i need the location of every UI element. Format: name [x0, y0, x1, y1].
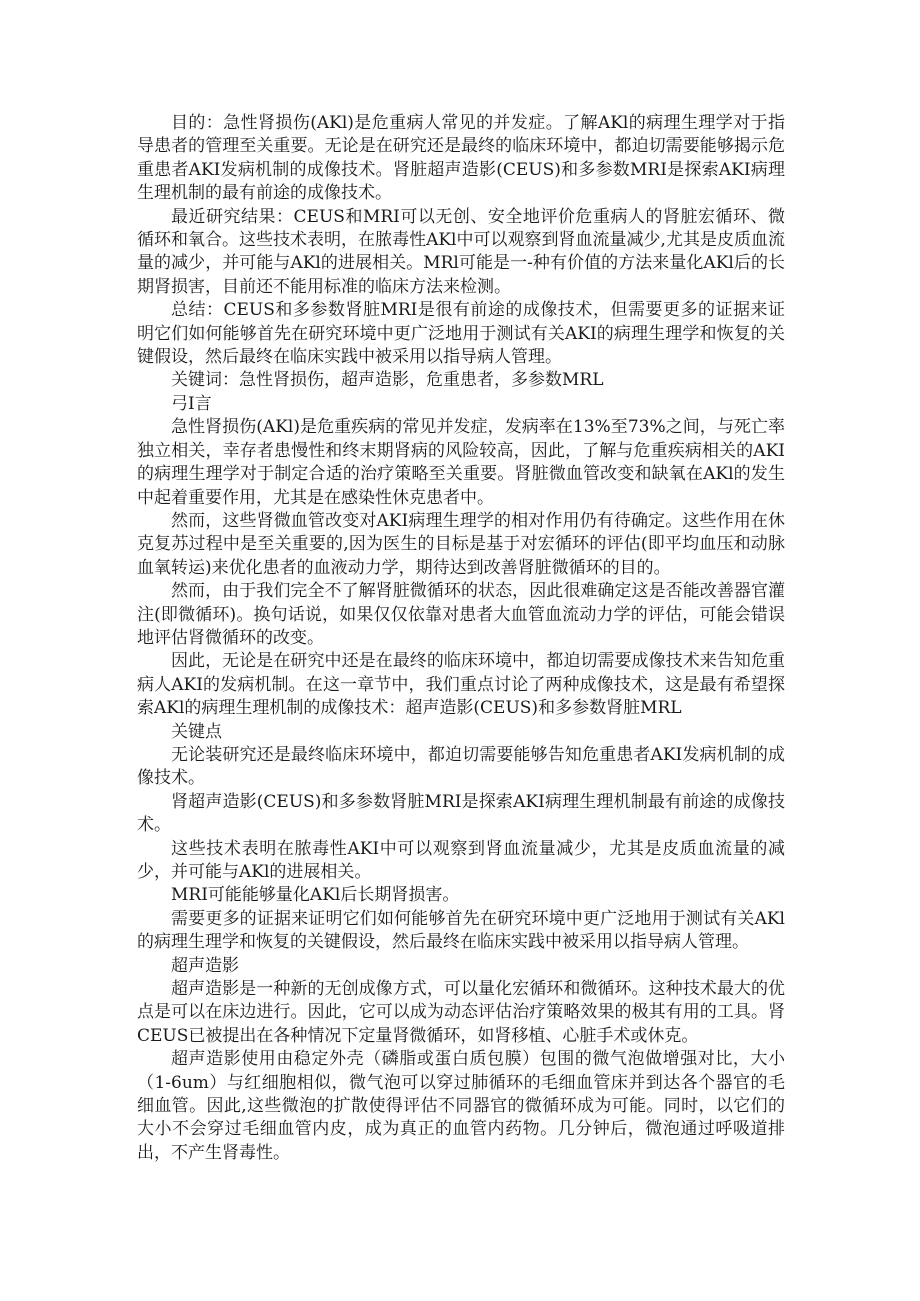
paragraph-intro-3: 然而，由于我们完全不了解肾脏微循环的状态，因此很难确定这是否能改善器官灌注(即微循环)。换句话说，如果仅仅依靠对患者大血管血流动力学的评估，可能会错误地评估肾微循环的改变。 — [137, 581, 785, 648]
paragraph-summary: 总结：CEUS和多参数肾脏MRI是很有前途的成像技术，但需要更多的证据来证明它们如何能够首先在研究环境中更广泛地用于测试有关AKI的病理生理学和恢复的关键假设，然后最终在临床实践中被采用以指导病人管理。 — [137, 300, 785, 368]
key-point-item: MRI可能能够量化AKl后长期肾损害。 — [171, 885, 460, 906]
paragraph-intro-4: 因此，无论是在研究中还是在最终的临床环境中，都迫切需要成像技术来告知危重病人AKI的发病机制。在这一章节中，我们重点讨论了两种成像技术，这是最有希望探索AKl的病理生理机制的成像技术：超声造影(CEUS)和多参数肾脏MRL — [137, 651, 785, 719]
paragraph-intro-1: 急性肾损伤(AKl)是危重疾病的常见并发症，发病率在13%至73%之间，与死亡率独立相关，幸存者患慢性和终末期肾病的风险较高，因此，了解与危重疾病相关的AKI的病理生理学对于制定合适的治疗策略至关重要。肾脏微血管改变和缺氧在AKl的发生中起着重要作用，尤其是在感染性休克患者中。 — [137, 417, 785, 508]
key-point-item: 这些技术表明在脓毒性AKI中可以观察到肾血流量减少，尤其是皮质血流量的减少，并可能与AKl的进展相关。 — [137, 838, 785, 882]
document-body — [137, 112, 785, 1165]
key-point-item: 无论装研究还是最终临床环境中，都迫切需要能够告知危重患者AKI发病机制的成像技术。 — [137, 744, 785, 789]
section-heading-introduction: 弓I言 — [171, 393, 212, 414]
paragraph-objective: 目的：急性肾损伤(AKl)是危重病人常见的并发症。了解AKl的病理生理学对于指导患者的管理至关重要。无论是在研究还是最终的临床环境中，都迫切需要能够揭示危重患者AKI发病机制的成像技术。肾脏超声造影(CEUS)和多参数MRI是探索AKI病理生理机制的最有前途的成像技术。 — [137, 113, 785, 204]
key-point-item: 需要更多的证据来证明它们如何能够首先在研究环境中更广泛地用于测试有关AKl的病理生理学和恢复的关键假设，然后最终在临床实践中被采用以指导病人管理。 — [137, 908, 785, 953]
keywords-line: 关键词：急性肾损伤，超声造影，危重患者，多参数MRL — [171, 370, 604, 391]
paragraph-ceus-2: 超声造影使用由稳定外壳（磷脂或蛋白质包膜）包围的微气泡做增强对比，大小（1-6um）与红细胞相似，微气泡可以穿过肺循环的毛细血管床并到达各个器官的毛细血管。因此,这些微泡的扩散使得评估不同器官的微循环成为可能。同时，以它们的大小不会穿过毛细血管内皮，成为真正的血管内药物。几分钟后，微泡通过呼吸道排出，不产生肾毒性。 — [137, 1049, 785, 1163]
paragraph-ceus-1: 超声造影是一种新的无创成像方式，可以量化宏循环和微循环。这种技术最大的优点是可以在床边进行。因此，它可以成为动态评估治疗策略效果的极其有用的工具。肾CEUS已被提出在各种情况下定量肾微循环，如肾移植、心脏手术或休克。 — [137, 979, 785, 1046]
section-heading-ceus: 超声造影 — [171, 955, 239, 976]
section-heading-key-points: 关键点 — [171, 721, 222, 742]
key-point-item: 肾超声造影(CEUS)和多参数肾脏MRI是探索AKI病理生理机制最有前途的成像技术。 — [137, 791, 785, 836]
paragraph-intro-2: 然而，这些肾微血管改变对AKI病理生理学的相对作用仍有待确定。这些作用在休克复苏过程中是至关重要的,因为医生的目标是基于对宏循环的评估(即平均血压和动脉血氧转运)来优化患者的血液动力学，期待达到改善肾脏微循环的目的。 — [137, 510, 785, 578]
paragraph-recent-findings: 最近研究结果：CEUS和MRI可以无创、安全地评价危重病人的肾脏宏循环、微循环和氧合。这些技术表明，在脓毒性AKl中可以观察到肾血流量减少,尤其是皮质血流量的减少，并可能与AKl的进展相关。MRl可能是一-种有价值的方法来量化AKl后的长期肾损害，目前还不能用标准的临床方法来检测。 — [137, 206, 785, 297]
